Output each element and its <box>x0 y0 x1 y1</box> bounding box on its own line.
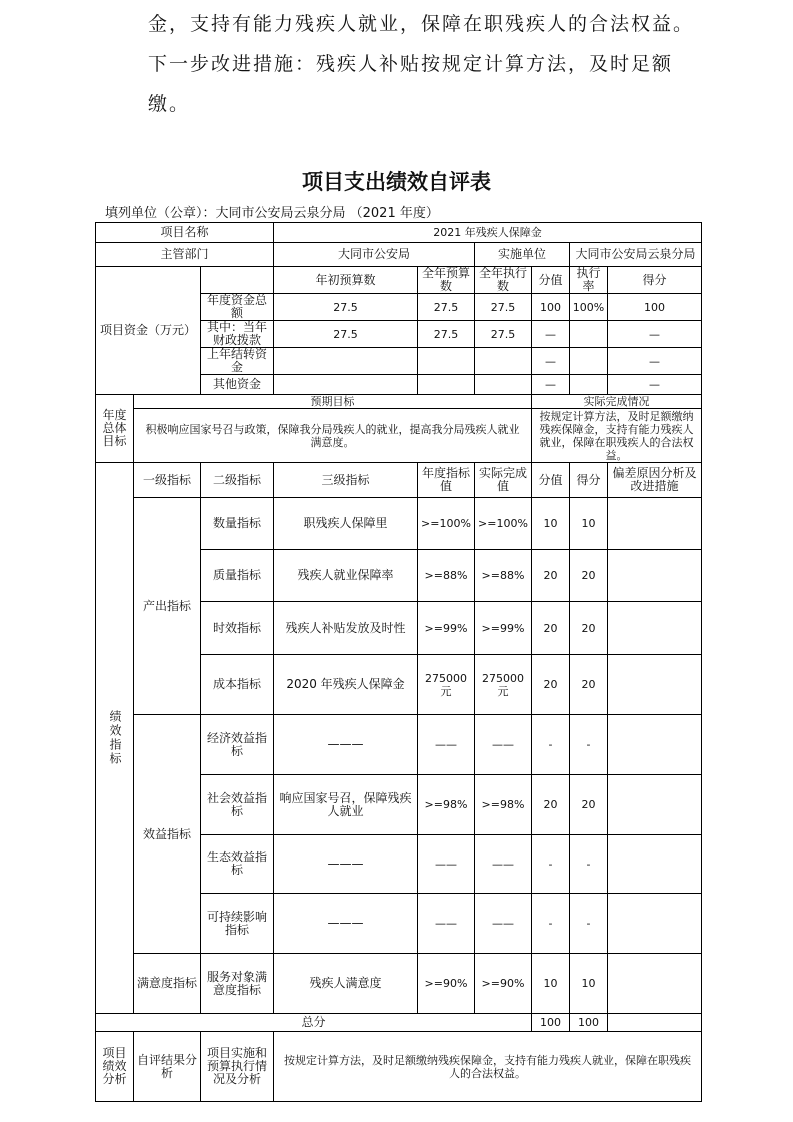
funds-value: — <box>608 321 702 348</box>
funds-value: 27.5 <box>274 321 418 348</box>
perf-score: 20 <box>532 655 570 715</box>
perf-target: >=88% <box>418 550 475 602</box>
perf-l3: 残疾人就业保障率 <box>274 550 418 602</box>
project-name-label: 项目名称 <box>96 223 274 243</box>
table-row <box>96 409 702 463</box>
perf-l2: 社会效益指标 <box>201 775 274 835</box>
funds-header-3: 分值 <box>532 267 570 294</box>
perf-l3: ——— <box>274 835 418 894</box>
perf-group-name: 产出指标 <box>134 498 201 715</box>
funds-value <box>418 348 475 375</box>
fill-unit: 填列单位（公章）：大同市公安局云泉分局 （2021 年度） <box>105 206 439 221</box>
perf-target: —— <box>418 835 475 894</box>
table-row <box>96 954 702 1014</box>
perf-l3: 残疾人补贴发放及时性 <box>274 602 418 655</box>
analysis-label: 项目绩效分析 <box>96 1032 134 1102</box>
funds-row-label: 其中：当年财政拨款 <box>201 321 274 348</box>
perf-l2: 服务对象满意度指标 <box>201 954 274 1014</box>
perf-l3: ——— <box>274 715 418 775</box>
funds-value: — <box>532 375 570 395</box>
perf-header-7: 偏差原因分析及改进措施 <box>608 463 702 498</box>
perf-l2: 数量指标 <box>201 498 274 550</box>
table-row <box>96 463 702 498</box>
total-got: 100 <box>570 1014 608 1032</box>
perf-got: 20 <box>570 655 608 715</box>
funds-value: 27.5 <box>274 294 418 321</box>
funds-value <box>274 375 418 395</box>
perf-got: 20 <box>570 602 608 655</box>
perf-got: 10 <box>570 954 608 1014</box>
perf-actual: >=90% <box>475 954 532 1014</box>
perf-target: >=100% <box>418 498 475 550</box>
perf-target: >=99% <box>418 602 475 655</box>
funds-header-2: 全年执行数 <box>475 267 532 294</box>
perf-l3: ——— <box>274 894 418 954</box>
funds-value: — <box>608 348 702 375</box>
perf-group-name: 满意度指标 <box>134 954 201 1014</box>
perf-actual: >=98% <box>475 775 532 835</box>
funds-header-blank <box>201 267 274 294</box>
page-title: 项目支出绩效自评表 <box>302 169 491 194</box>
perf-l2: 经济效益指标 <box>201 715 274 775</box>
total-score: 100 <box>532 1014 570 1032</box>
perf-l2: 生态效益指标 <box>201 835 274 894</box>
expected-label: 预期目标 <box>134 395 532 409</box>
funds-value: — <box>608 375 702 395</box>
self-evaluation-table <box>95 222 702 1102</box>
dept-label: 主管部门 <box>96 243 274 267</box>
perf-score: 20 <box>532 775 570 835</box>
perf-score: 10 <box>532 954 570 1014</box>
perf-score: - <box>532 835 570 894</box>
analysis-text: 按规定计算方法，及时足额缴纳残疾保障金，支持有能力残疾人就业，保障在职残疾人的合法权益。 <box>274 1032 702 1102</box>
perf-got: - <box>570 715 608 775</box>
dept-value: 大同市公安局 <box>274 243 475 267</box>
perf-deviation <box>608 894 702 954</box>
funds-value <box>570 321 608 348</box>
perf-target: —— <box>418 715 475 775</box>
funds-value: 27.5 <box>475 321 532 348</box>
intro-text <box>148 4 708 124</box>
perf-got: - <box>570 835 608 894</box>
funds-value: 27.5 <box>418 321 475 348</box>
actual-label: 实际完成情况 <box>532 395 702 409</box>
perf-deviation <box>608 655 702 715</box>
funds-value: 27.5 <box>418 294 475 321</box>
funds-value: 100 <box>608 294 702 321</box>
project-name-value: 2021 年残疾人保障金 <box>274 223 702 243</box>
table-row <box>96 1032 702 1102</box>
perf-header-4: 实际完成值 <box>475 463 532 498</box>
funds-value <box>475 348 532 375</box>
impl-label: 实施单位 <box>475 243 570 267</box>
funds-value <box>570 375 608 395</box>
perf-header-2: 三级指标 <box>274 463 418 498</box>
perf-header-3: 年度指标值 <box>418 463 475 498</box>
perf-l3: 残疾人满意度 <box>274 954 418 1014</box>
funds-value: 100 <box>532 294 570 321</box>
perf-header-1: 二级指标 <box>201 463 274 498</box>
perf-deviation <box>608 775 702 835</box>
funds-header-0: 年初预算数 <box>274 267 418 294</box>
perf-actual: —— <box>475 835 532 894</box>
perf-actual: 275000元 <box>475 655 532 715</box>
perf-l2: 质量指标 <box>201 550 274 602</box>
perf-group-name: 效益指标 <box>134 715 201 954</box>
funds-value <box>274 348 418 375</box>
perf-score: - <box>532 894 570 954</box>
perf-got: 10 <box>570 498 608 550</box>
perf-score: 20 <box>532 602 570 655</box>
intro-line-3: 缴。 <box>148 93 191 115</box>
perf-actual: —— <box>475 715 532 775</box>
perf-deviation <box>608 954 702 1014</box>
table-row <box>96 223 702 243</box>
funds-header-5: 得分 <box>608 267 702 294</box>
analysis-sub2: 项目实施和预算执行情况及分析 <box>201 1032 274 1102</box>
expected-text: 积极响应国家号召与政策，保障我分局残疾人的就业，提高我分局残疾人就业满意度。 <box>134 409 532 463</box>
perf-score: 20 <box>532 550 570 602</box>
perf-l2: 可持续影响指标 <box>201 894 274 954</box>
perf-header-0: 一级指标 <box>134 463 201 498</box>
funds-label: 项目资金（万元） <box>96 267 201 395</box>
funds-value: — <box>532 321 570 348</box>
perf-deviation <box>608 715 702 775</box>
perf-header-6: 得分 <box>570 463 608 498</box>
perf-l3: 2020 年残疾人保障金 <box>274 655 418 715</box>
perf-l3: 响应国家号召，保障残疾人就业 <box>274 775 418 835</box>
perf-l2: 成本指标 <box>201 655 274 715</box>
perf-actual: >=100% <box>475 498 532 550</box>
perf-target: 275000元 <box>418 655 475 715</box>
perf-score: 10 <box>532 498 570 550</box>
funds-value <box>418 375 475 395</box>
funds-header-1: 全年预算数 <box>418 267 475 294</box>
perf-got: 20 <box>570 550 608 602</box>
perf-deviation <box>608 835 702 894</box>
table-row <box>96 243 702 267</box>
impl-value: 大同市公安局云泉分局 <box>570 243 702 267</box>
funds-value <box>570 348 608 375</box>
perf-deviation <box>608 498 702 550</box>
perf-target: >=98% <box>418 775 475 835</box>
funds-value: 100% <box>570 294 608 321</box>
perf-actual: —— <box>475 894 532 954</box>
table-row <box>96 267 702 294</box>
intro-line-1: 金，支持有能力残疾人就业，保障在职残疾人的合法权益。 <box>148 13 695 35</box>
perf-deviation <box>608 602 702 655</box>
total-label: 总分 <box>96 1014 532 1032</box>
funds-value: — <box>532 348 570 375</box>
perf-got: 20 <box>570 775 608 835</box>
perf-l3: 职残疾人保障里 <box>274 498 418 550</box>
total-blank <box>608 1014 702 1032</box>
annual-goal-label: 年度总体目标 <box>96 395 134 463</box>
table-row <box>96 498 702 550</box>
funds-value: 27.5 <box>475 294 532 321</box>
analysis-sub1: 自评结果分析 <box>134 1032 201 1102</box>
table-row <box>96 395 702 409</box>
funds-row-label: 上年结转资金 <box>201 348 274 375</box>
perf-target: —— <box>418 894 475 954</box>
perf-actual: >=99% <box>475 602 532 655</box>
table-row <box>96 1014 702 1032</box>
perf-actual: >=88% <box>475 550 532 602</box>
perf-l2: 时效指标 <box>201 602 274 655</box>
funds-row-label: 其他资金 <box>201 375 274 395</box>
perf-got: - <box>570 894 608 954</box>
perf-target: >=90% <box>418 954 475 1014</box>
funds-value <box>475 375 532 395</box>
funds-row-label: 年度资金总额 <box>201 294 274 321</box>
intro-line-2: 下一步改进措施：残疾人补贴按规定计算方法，及时足额 <box>148 53 674 75</box>
actual-text: 按规定计算方法，及时足额缴纳残疾保障金，支持有能力残疾人就业，保障在职残疾人的合法权益。 <box>532 409 702 463</box>
table-row <box>96 715 702 775</box>
perf-deviation <box>608 550 702 602</box>
perf-score: - <box>532 715 570 775</box>
funds-header-4: 执行率 <box>570 267 608 294</box>
perf-label: 绩效指标 <box>96 463 134 1014</box>
perf-header-5: 分值 <box>532 463 570 498</box>
